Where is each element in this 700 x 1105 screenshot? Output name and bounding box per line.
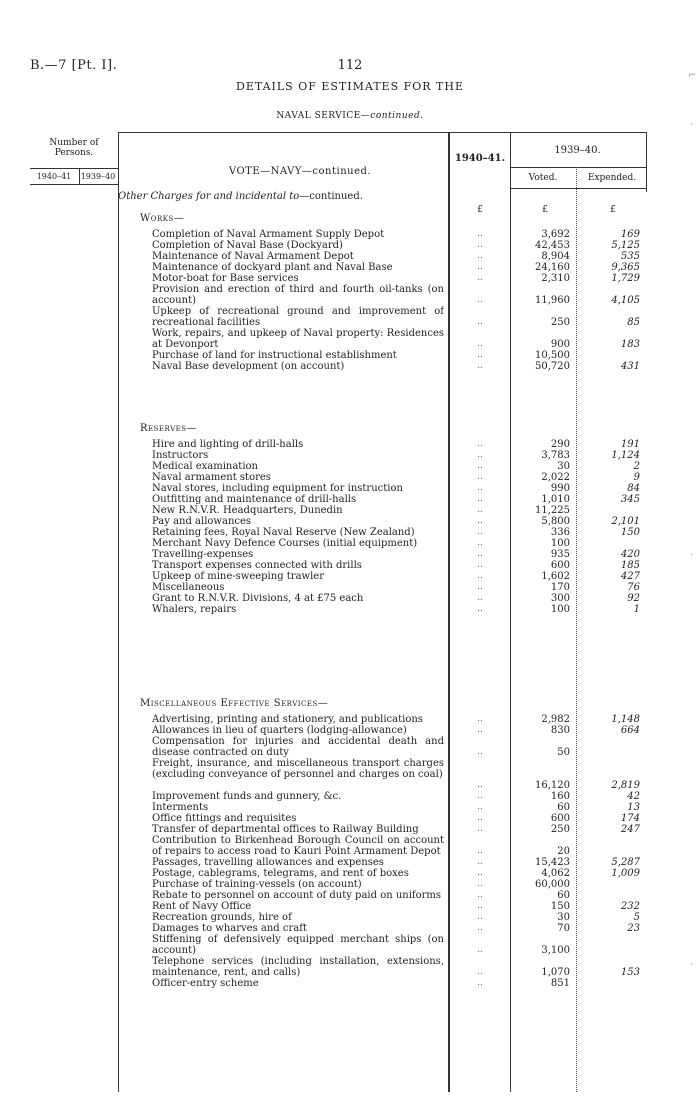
voted-1939-40-value: 830 <box>550 725 570 736</box>
expended-1939-40-value: 183 <box>620 339 640 350</box>
table-row <box>152 571 444 582</box>
expended-1939-40-value: 535 <box>620 251 640 262</box>
table-row <box>152 725 444 736</box>
table-row <box>152 483 444 494</box>
table-row <box>152 879 444 890</box>
table-row <box>152 868 444 879</box>
expended-1939-40-value: 153 <box>620 967 640 978</box>
voted-header: Voted. <box>528 173 558 183</box>
estimate-1940-41-value: .. <box>477 857 483 867</box>
item-description: Compensation for injuries and accidental death and disease contracted on duty <box>152 736 444 758</box>
estimate-1940-41-value: .. <box>477 461 483 471</box>
table-row <box>152 582 444 593</box>
estimate-1940-41-value: .. <box>477 868 483 878</box>
margin-mark: ⌐ <box>688 70 697 81</box>
table-right-rule <box>646 132 647 192</box>
table-row <box>152 593 444 604</box>
expended-1939-40-value: 4,105 <box>611 295 640 306</box>
voted-1939-40-value: 50 <box>557 747 570 758</box>
estimate-1940-41-value: .. <box>477 229 483 239</box>
expended-1939-40-value: 5 <box>633 912 640 923</box>
table-row <box>152 472 444 483</box>
table-row <box>152 956 444 978</box>
expended-1939-40-value: 9 <box>633 472 640 483</box>
item-description: Naval Base development (on account) <box>152 361 345 372</box>
voted-1939-40-value: 2,982 <box>541 714 570 725</box>
voted-1939-40-value: 11,960 <box>535 295 570 306</box>
item-description: Passages, travelling allowances and expenses <box>152 857 384 868</box>
estimate-1940-41-value: .. <box>477 240 483 250</box>
estimate-1940-41-value: .. <box>477 251 483 261</box>
table-top-rule <box>118 132 646 133</box>
item-description: Transport expenses connected with drills <box>152 560 362 571</box>
page-number: 112 <box>337 58 363 73</box>
voted-1939-40-value: 100 <box>550 604 570 615</box>
table-row <box>152 912 444 923</box>
table-row <box>152 450 444 461</box>
section-title: Miscellaneous Effective Services— <box>140 698 329 709</box>
other-charges-italic: Other Charges for and incidental to <box>118 191 300 202</box>
item-description: Office fittings and requisites <box>152 813 297 824</box>
voted-1939-40-value: 60,000 <box>535 879 570 890</box>
item-description: Miscellaneous <box>152 582 225 593</box>
voted-1939-40-value: 1,010 <box>541 494 570 505</box>
item-description: Officer-entry scheme <box>152 978 259 989</box>
item-description: Maintenance of dockyard plant and Naval Base <box>152 262 393 273</box>
estimate-1940-41-value: .. <box>477 483 483 493</box>
voted-1939-40-value: 990 <box>550 483 570 494</box>
item-description: Naval stores, including equipment for instruction <box>152 483 403 494</box>
estimate-1940-41-value: .. <box>477 824 483 834</box>
estimate-1940-41-value: .. <box>477 560 483 570</box>
estimate-1940-41-value: .. <box>477 582 483 592</box>
estimate-1940-41-value: .. <box>477 846 483 856</box>
table-row <box>152 560 444 571</box>
vote-heading: VOTE—NAVY—continued. <box>228 166 372 177</box>
voted-1939-40-value: 600 <box>550 560 570 571</box>
estimate-1940-41-value: .. <box>477 538 483 548</box>
estimate-1940-41-value: .. <box>477 945 483 955</box>
item-description: New R.N.V.R. Headquarters, Dunedin <box>152 505 343 516</box>
voted-1939-40-value: 170 <box>550 582 570 593</box>
voted-1939-40-value: 100 <box>550 538 570 549</box>
expended-1939-40-value: 420 <box>620 549 640 560</box>
expended-1939-40-value: 85 <box>627 317 640 328</box>
item-description: Improvement funds and gunnery, &c. <box>152 791 342 802</box>
expended-1939-40-value: 1 <box>633 604 640 615</box>
table-row <box>152 251 444 262</box>
estimate-1940-41-value: .. <box>477 967 483 977</box>
page-subtitle <box>200 111 500 121</box>
voted-1939-40-value: 900 <box>550 339 570 350</box>
item-description: Completion of Naval Base (Dockyard) <box>152 240 343 251</box>
subtitle-italic: continued. <box>370 111 424 121</box>
expended-1939-40-value: 9,365 <box>611 262 640 273</box>
voted-1939-40-value: 336 <box>550 527 570 538</box>
voted-1939-40-value: 5,800 <box>541 516 570 527</box>
subtitle-main: NAVAL SERVICE— <box>276 111 371 121</box>
voted-1939-40-value: 1,070 <box>541 967 570 978</box>
item-description: Damages to wharves and craft <box>152 923 307 934</box>
item-description: Interments <box>152 802 209 813</box>
table-row <box>152 978 444 989</box>
voted-1939-40-value: 3,100 <box>541 945 570 956</box>
item-description: Freight, insurance, and miscellaneous transport charges (excluding conveyance of personnel and charges on coal) <box>152 758 444 780</box>
estimate-1940-41-value: .. <box>477 604 483 614</box>
estimate-1940-41-value: .. <box>477 890 483 900</box>
estimate-1940-41-value: .. <box>477 317 483 327</box>
table-row <box>152 758 444 780</box>
voted-1939-40-value: 250 <box>550 824 570 835</box>
table-row <box>152 934 444 956</box>
item-description: Motor-boat for Base services <box>152 273 299 284</box>
table-row <box>152 923 444 934</box>
table-row <box>152 549 444 560</box>
item-description: Upkeep of recreational ground and improvement of recreational facilities <box>152 306 444 328</box>
estimate-1940-41-value: .. <box>477 273 483 283</box>
expended-1939-40-value: 427 <box>620 571 640 582</box>
estimate-1940-41-value: .. <box>477 802 483 812</box>
estimate-1940-41-value: .. <box>477 747 483 757</box>
section-title: Reserves— <box>140 423 198 434</box>
table-row <box>152 439 444 450</box>
expended-1939-40-value: 1,009 <box>611 868 640 879</box>
margin-mark: · <box>690 120 694 131</box>
item-description: Rebate to personnel on account of duty paid on uniforms <box>152 890 442 901</box>
item-description: Purchase of training-vessels (on account) <box>152 879 362 890</box>
estimate-1940-41-value: .. <box>477 813 483 823</box>
table-row <box>152 461 444 472</box>
item-description: Purchase of land for instructional establishment <box>152 350 397 361</box>
voted-1939-40-value: 3,692 <box>541 229 570 240</box>
item-description: Telephone services (including installation, extensions, maintenance, rent, and calls) <box>152 956 444 978</box>
voted-1939-40-value: 2,310 <box>541 273 570 284</box>
voted-1939-40-value: 10,500 <box>535 350 570 361</box>
expended-1939-40-value: 431 <box>620 361 640 372</box>
item-description: Merchant Navy Defence Courses (initial equipment) <box>152 538 418 549</box>
expended-1939-40-value: 174 <box>620 813 640 824</box>
item-description: Contribution to Birkenhead Borough Council on account of repairs to access road to Kauri Point Armament Depot <box>152 835 444 857</box>
expended-1939-40-value: 191 <box>620 439 640 450</box>
estimate-1940-41-value: .. <box>477 361 483 371</box>
table-row <box>152 714 444 725</box>
voted-1939-40-value: 11,225 <box>535 505 570 516</box>
estimate-1940-41-value: .. <box>477 350 483 360</box>
persons-column-rule <box>118 132 119 1092</box>
expended-1939-40-value: 42 <box>627 791 640 802</box>
expended-1939-40-value: 5,125 <box>611 240 640 251</box>
estimate-1940-41-value: .. <box>477 571 483 581</box>
table-row <box>152 361 444 372</box>
expended-1939-40-value: 247 <box>620 824 640 835</box>
currency-expended: £ <box>610 205 616 215</box>
item-description: Medical examination <box>152 461 258 472</box>
expended-1939-40-value: 2,819 <box>611 780 640 791</box>
item-description: Completion of Naval Armament Supply Depot <box>152 229 385 240</box>
expended-1939-40-value: 84 <box>627 483 640 494</box>
table-row <box>152 813 444 824</box>
table-row <box>152 262 444 273</box>
voted-1939-40-value: 50,720 <box>535 361 570 372</box>
estimate-1940-41-value: .. <box>477 339 483 349</box>
voted-1939-40-value: 24,160 <box>535 262 570 273</box>
voted-1939-40-value: 8,904 <box>541 251 570 262</box>
estimate-1940-41-header: 1940–41. <box>454 153 506 164</box>
voted-1939-40-value: 1,602 <box>541 571 570 582</box>
voted-1939-40-value: 2,022 <box>541 472 570 483</box>
estimate-1940-41-value: .. <box>477 295 483 305</box>
table-row <box>152 791 444 802</box>
voted-1939-40-value: 30 <box>557 461 570 472</box>
estimate-1940-41-value: .. <box>477 516 483 526</box>
estimate-1940-41-value: .. <box>477 978 483 988</box>
estimate-1940-41-value: .. <box>477 549 483 559</box>
persons-1939-40-header: 1939–40 <box>80 172 116 181</box>
voted-1939-40-value: 4,062 <box>541 868 570 879</box>
voted-1939-40-value: 290 <box>550 439 570 450</box>
expended-1939-40-value: 76 <box>627 582 640 593</box>
table-row <box>152 505 444 516</box>
voted-1939-40-value: 60 <box>557 890 570 901</box>
item-description: Postage, cablegrams, telegrams, and rent of boxes <box>152 868 409 879</box>
margin-mark: · <box>690 550 694 561</box>
item-description: Hire and lighting of drill-halls <box>152 439 304 450</box>
item-description: Naval armament stores <box>152 472 271 483</box>
table-row <box>152 273 444 284</box>
voted-1939-40-value: 3,783 <box>541 450 570 461</box>
expended-header: Expended. <box>587 173 637 183</box>
voted-1939-40-value: 935 <box>550 549 570 560</box>
table-row <box>152 240 444 251</box>
page-title: DETAILS OF ESTIMATES FOR THE <box>236 80 464 93</box>
item-description: Grant to R.N.V.R. Divisions, 4 at £75 each <box>152 593 364 604</box>
table-row <box>152 835 444 857</box>
item-description: Transfer of departmental offices to Railway Building <box>152 824 419 835</box>
table-row <box>152 802 444 813</box>
item-description: Recreation grounds, hire of <box>152 912 292 923</box>
expended-1939-40-value: 185 <box>620 560 640 571</box>
voted-1939-40-value: 16,120 <box>535 780 570 791</box>
estimate-1940-41-value: .. <box>477 901 483 911</box>
table-row <box>152 604 444 615</box>
estimate-1940-41-value: .. <box>477 494 483 504</box>
estimate-1940-41-value: .. <box>477 714 483 724</box>
other-charges-heading <box>118 191 363 202</box>
expended-1939-40-value: 1,729 <box>611 273 640 284</box>
table-row <box>152 516 444 527</box>
currency-estimate: £ <box>477 205 483 215</box>
item-description: Whalers, repairs <box>152 604 237 615</box>
table-row <box>152 736 444 758</box>
table-row <box>152 890 444 901</box>
estimate-1940-41-value: .. <box>477 472 483 482</box>
expended-1939-40-value: 150 <box>620 527 640 538</box>
item-description: Retaining fees, Royal Naval Reserve (New Zealand) <box>152 527 415 538</box>
voted-1939-40-value: 70 <box>557 923 570 934</box>
estimate-1940-41-value: .. <box>477 505 483 515</box>
currency-voted: £ <box>542 205 548 215</box>
item-description: Instructors <box>152 450 209 461</box>
item-description: Stiffening of defensively equipped merchant ships (on account) <box>152 934 444 956</box>
table-row <box>152 538 444 549</box>
other-charges-rest: —continued. <box>299 191 363 202</box>
item-description: Provision and erection of third and fourth oil-tanks (on account) <box>152 284 444 306</box>
voted-1939-40-value: 60 <box>557 802 570 813</box>
voted-1939-40-value: 250 <box>550 317 570 328</box>
persons-1940-41-header: 1940–41 <box>36 172 72 181</box>
expended-1939-40-value: 2 <box>633 461 640 472</box>
item-description: Upkeep of mine-sweeping trawler <box>152 571 324 582</box>
estimate-1940-41-value: .. <box>477 725 483 735</box>
header-bottom-rule-right <box>510 188 646 189</box>
estimate-1940-41-value: .. <box>477 439 483 449</box>
table-row <box>152 350 444 361</box>
header-bottom-rule-left <box>30 184 118 185</box>
table-row <box>152 901 444 912</box>
table-row <box>152 328 444 350</box>
estimate-1940-41-value: .. <box>477 791 483 801</box>
item-description: Allowances in lieu of quarters (lodging-allowance) <box>152 725 407 736</box>
estimate-1940-41-value: .. <box>477 527 483 537</box>
estimate-1940-41-value: .. <box>477 593 483 603</box>
voted-1939-40-value: 42,453 <box>535 240 570 251</box>
year-header-rule <box>510 167 646 168</box>
voted-1939-40-value: 160 <box>550 791 570 802</box>
expended-1939-40-value: 345 <box>620 494 640 505</box>
voted-1939-40-value: 150 <box>550 901 570 912</box>
expended-1939-40-value: 169 <box>620 229 640 240</box>
table-row <box>152 527 444 538</box>
voted-1939-40-value: 300 <box>550 593 570 604</box>
table-row <box>152 229 444 240</box>
item-description: Work, repairs, and upkeep of Naval property: Residences at Devonport <box>152 328 444 350</box>
year-1939-40-header: 1939–40. <box>554 145 601 156</box>
voted-expended-rule <box>576 167 577 1092</box>
table-row <box>152 494 444 505</box>
section-title: Works— <box>140 213 185 224</box>
expended-1939-40-value: 664 <box>620 725 640 736</box>
estimate-1940-41-value: .. <box>477 450 483 460</box>
voted-1939-40-value: 15,423 <box>535 857 570 868</box>
expended-1939-40-value: 13 <box>627 802 640 813</box>
table-row <box>152 824 444 835</box>
item-description: Travelling-expenses <box>152 549 254 560</box>
voted-1939-40-value: 851 <box>550 978 570 989</box>
item-description: Advertising, printing and stationery, and publications <box>152 714 423 725</box>
voted-1939-40-value: 600 <box>550 813 570 824</box>
voted-1939-40-value: 30 <box>557 912 570 923</box>
estimate-1940-41-value: .. <box>477 879 483 889</box>
item-description: Outfitting and maintenance of drill-halls <box>152 494 357 505</box>
expended-1939-40-value: 5,287 <box>611 857 640 868</box>
voted-1939-40-value: 20 <box>557 846 570 857</box>
estimate-1940-41-value: .. <box>477 912 483 922</box>
expended-1939-40-value: 232 <box>620 901 640 912</box>
document-reference: B.—7 [Pt. I]. <box>30 58 118 73</box>
expended-1939-40-value: 23 <box>627 923 640 934</box>
margin-mark: · <box>690 960 694 971</box>
table-row <box>152 306 444 328</box>
persons-header-rule <box>30 168 118 169</box>
estimate-1940-41-value: .. <box>477 262 483 272</box>
table-row <box>152 284 444 306</box>
expended-1939-40-value: 1,124 <box>611 450 640 461</box>
item-description: Maintenance of Naval Armament Depot <box>152 251 354 262</box>
expended-1939-40-value: 2,101 <box>611 516 640 527</box>
estimate-1940-41-value: .. <box>477 923 483 933</box>
item-description: Pay and allowances <box>152 516 252 527</box>
persons-header: Number of Persons. <box>49 138 99 158</box>
expended-1939-40-value: 1,148 <box>611 714 640 725</box>
item-description: Rent of Navy Office <box>152 901 252 912</box>
table-row <box>152 857 444 868</box>
expended-1939-40-value: 92 <box>627 593 640 604</box>
estimate-1940-41-value: .. <box>477 780 483 790</box>
